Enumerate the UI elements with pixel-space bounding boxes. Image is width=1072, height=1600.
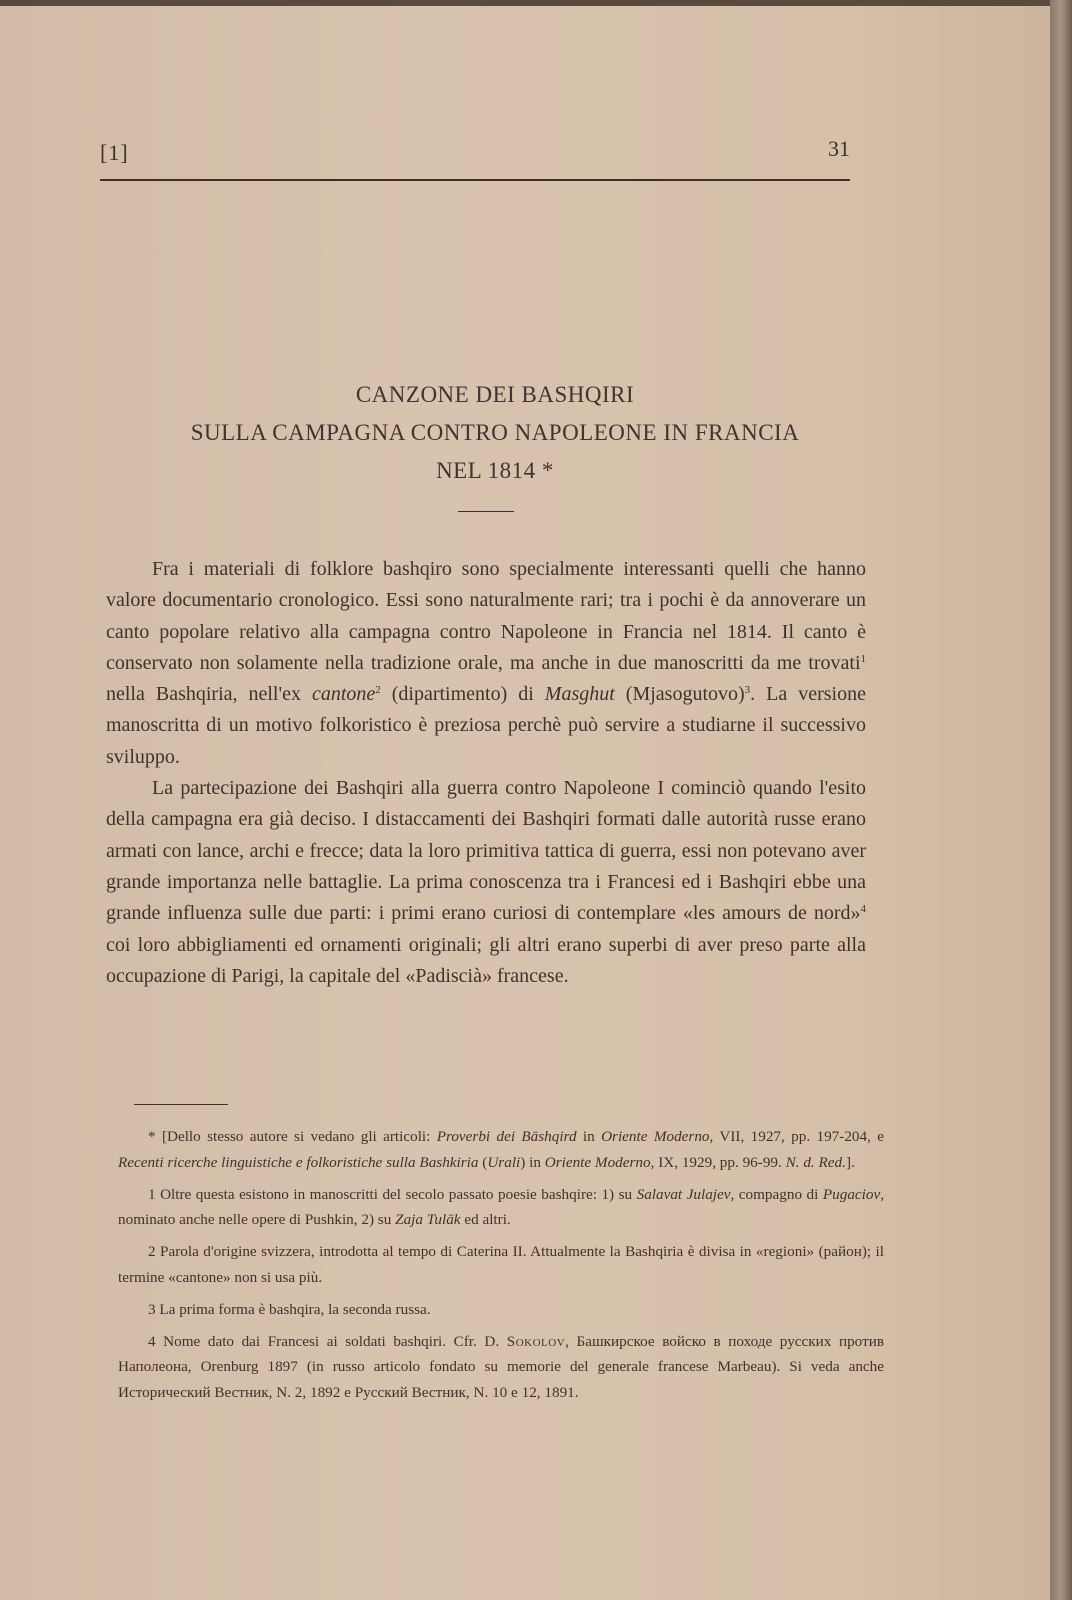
fn-star-f: Recenti ricerche linguistiche e folkoristiche sulla Bashkiria [118,1153,479,1171]
fn4-c: , Башкирское войско в походе русских против Наполеона, Orenburg 1897 (in russo articolo fondato su memorie del generale francese Marbeau). Si veda anche Исторический Вестник, N. 2, 1892 e Русский Вестник, N. 10 e 12, 1891. [118,1332,884,1402]
fn1-c: , compagno di [730,1185,823,1203]
title-separator [458,511,514,512]
book-page [0,6,1050,1600]
footnote-1 [118,1182,884,1234]
fn-star-a: * [Dello stesso autore si vedano gli articoli: [148,1128,437,1145]
p1-text-a: Fra i materiali di folklore bashqiro sono specialmente interessanti quelli che hanno valore documentario cronologico. Essi sono naturalmente rari; tra i pochi è da annoverare un canto popolare relativo alla campagna contro Napoleone in Francia nel 1814. Il canto è conservato non solamente nella tradizione orale, ma anche in due manoscritti da me trovati [106,558,866,674]
fn-star-g: ( [478,1153,488,1171]
fn-star-i: ) in [520,1153,545,1171]
fn4-author: Sokolov [506,1332,566,1350]
page-edge [1050,0,1072,1600]
fn-star-k: , IX, 1929, pp. 96-99. [650,1153,786,1171]
fn-star-l: N. d. Red. [785,1153,846,1171]
fn1-d: Pugaciov [822,1185,881,1203]
p1-text-e: . La versione manoscritta di un motivo folkoristico è preziosa perchè può servire a studiarne il successivo sviluppo. [106,683,866,768]
p2-text-b: coi loro abbigliamenti ed ornamenti originali; gli altri erano superbi di aver preso parte alla occupazione di Parigi, la capitale del «Padiscià» francese. [106,933,866,987]
fn1-f: Zaja Tulāk [395,1211,461,1229]
section-number: [1] [100,140,129,165]
footnote-ref-1: 1 [860,652,866,665]
fn1-a: 1 Oltre questa esistono in manoscritti del secolo passato poesie bashqire: 1) su [148,1185,637,1203]
paragraph-1 [106,554,866,773]
p1-text-b: nella Bashqiria, nell'ex [106,683,312,706]
footnote-ref-3: 3 [744,684,751,697]
header-rule [100,179,850,181]
paragraph-2 [106,773,866,992]
fn-star-d: Oriente Moderno [601,1128,710,1145]
footnotes [118,1124,884,1412]
p1-term-cantone: cantone [311,683,376,706]
article-body [106,554,866,992]
fn4-a: 4 Nome dato dai Francesi ai soldati bashqiri. Cfr. D. [148,1332,507,1350]
title-line-1: CANZONE DEI BASHQIRI [355,382,635,407]
fn-star-m: ]. [845,1153,855,1171]
fn-star-e: , VII, 1927, pp. 197-204, e [709,1128,885,1145]
title-line-2: SULLA CAMPAGNA CONTRO NAPOLEONE IN FRANCIA [190,420,800,445]
footnote-3: 3 La prima forma è bashqira, la seconda russa. [148,1300,431,1318]
fn-star-j: Oriente Moderno [544,1153,651,1171]
fn-star-b: Proverbi dei Bāshqird [436,1128,577,1145]
fn-star-h: Urali [487,1153,521,1171]
p1-term-masghut: Masghut [544,683,615,706]
footnote-2: 2 Parola d'origine svizzera, introdotta al tempo di Caterina II. Attualmente la Bashqiria è divisa in «regioni» (район); il termine «cantone» non si usa più. [118,1243,884,1286]
footnote-ref-4: 4 [860,903,866,916]
footnote-star [118,1124,884,1176]
p2-text-a: La partecipazione dei Bashqiri alla guerra contro Napoleone I cominciò quando l'esito della campagna era già deciso. I distaccamenti dei Bashqiri formati dalle autorità russe erano armati con lance, archi e frecce; data la loro primitiva tattica di guerra, essi non potevano aver grande importanza nelle battaglie. La prima conoscenza tra i Francesi ed i Bashqiri ebbe una grande influenza sulle due parti: i primi erano curiosi di contemplare «les amours de nord» [106,777,866,925]
footnote-rule [134,1104,228,1105]
page-header [100,136,850,186]
fn1-e: , nominato anche nelle opere di Pushkin, 2) su [118,1185,885,1229]
fn1-b: Salavat Julajev [636,1185,731,1203]
article-title [100,376,890,490]
title-line-3: NEL 1814 * [436,458,554,483]
fn1-g: ed altri. [460,1211,511,1229]
fn-star-c: in [576,1128,602,1145]
p1-text-d: (Mjasogutovo) [614,683,745,706]
p1-text-c: (dipartimento) di [380,683,545,706]
page-number: 31 [828,136,850,161]
footnote-ref-2: 2 [375,684,381,697]
footnote-4 [118,1329,884,1406]
